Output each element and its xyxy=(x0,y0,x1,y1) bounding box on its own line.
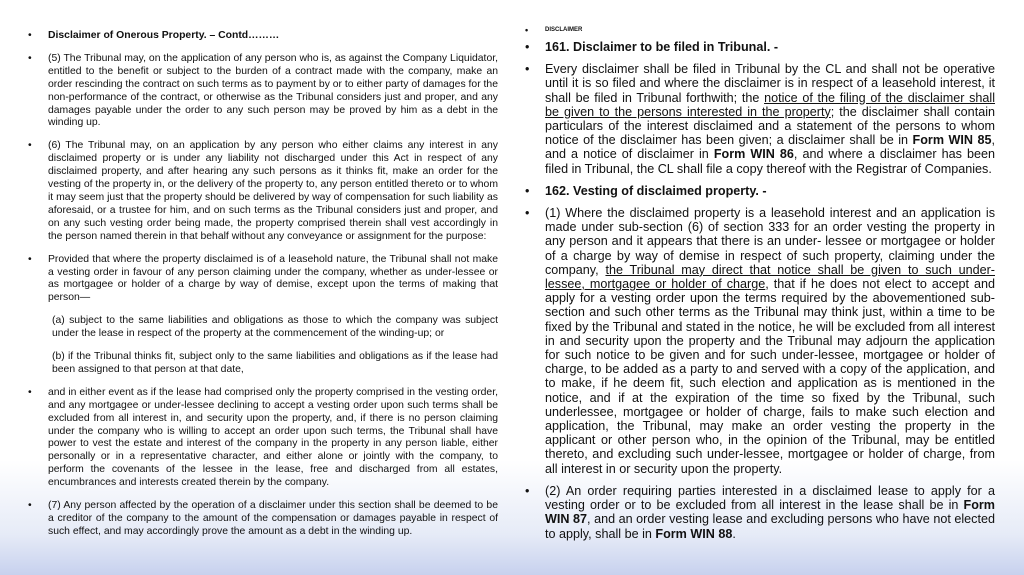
s162-text-b: , that if he does not elect to accept and apply for a vesting order upon the terms required by the abovementioned sub-section and such other terms as the Tribunal may think just, within a time to be fixed by the Tribunal and stated in the notice, he will be excluded from all interest in and security upon the property and the Tribunal may adjourn the application for such notice to be given and for such under-lessee, mortgagee or holder of charge, to be added as a party to and served with a copy of the application, and to make, if he deem fit, such election and application as is mentioned in the notice, and if at the expiration of the time so fixed by the Tribunal, such underlessee, mortgagee or holder of charge, fails to make such election and application, the Tribunal, may make an order vesting the property in the applicant or other person who, in the opinion of the Tribunal, may be entitled thereto, and excluding such under-lessee, mortgagee or holder of charge, from all interest in or security upon the property. xyxy=(545,277,995,476)
s162-2-text-a: (2) An order requiring parties interested in a disclaimed lease to apply for a vesting order or to be excluded from all interest in the lease shall be in xyxy=(545,483,995,513)
left-bullet-list-2 xyxy=(28,387,498,539)
s162-text-a: (1) Where the disclaimed property is a leasehold interest and an application is made under sub-section (6) of section 333 for an order vesting the property in any person and it appears that there is an under- lessee or mortgagee or holder of a charge by way of demise in respect of such property, claiming under the company, xyxy=(545,206,995,277)
right-column xyxy=(525,26,995,549)
section-161-heading xyxy=(525,40,995,54)
section-162-heading xyxy=(525,184,995,198)
form-win-85: Form WIN 85 xyxy=(912,133,992,148)
section-161-title: 161. Disclaimer to be filed in Tribunal. - xyxy=(545,40,779,54)
either-event: • and in either event as if the lease had comprised only the property comprised in the vesting order, and any mortgagee or under-lessee declining to accept a vesting order upon such terms shall be excluded from all interest in, and security upon the property, and, if there is no person claiming under the company who is willing to accept an order upon such terms, the Tribunal shall have power to vest the estate and interest of the company in the property in any person liable, either personally or in a representative character, and either alone or jointly with the company, to perform the covenants of the lessee in the lease, free and discharged from all estates, encumbrances and interests created therein by the company. xyxy=(28,387,498,490)
clause-5: • (5) The Tribunal may, on the application of any person who is, as against the Company Liquidator, entitled to the benefit or subject to the burden of a contract made with the company, make an order rescinding the contract on such terms as to payment by or to either party of damages for the non-performance of the contract, or otherwise as the Tribunal considers just and proper, and any damages payable under the order to any such person may be proved by him as a debt in the winding up. xyxy=(28,53,498,130)
left-bullet-list xyxy=(28,30,498,305)
s161-text-b: ; the disclaimer shall contain particulars of the interest disclaimed and a statement of the persons to whom notice of the disclaimer has been given; a disclaimer shall be in xyxy=(545,104,995,148)
s162-2-text-b: , and an order vesting lease and excluding persons who have not elected to apply, shall be in xyxy=(545,512,995,541)
left-column xyxy=(28,30,498,549)
left-heading-text: Disclaimer of Onerous Property. – Contd……… xyxy=(48,30,280,41)
s161-underlined: notice of the filing of the disclaimer shall be given to the persons interested in the property xyxy=(545,90,996,119)
form-win-86: Form WIN 86 xyxy=(713,147,794,162)
section-162-body-2 xyxy=(525,484,995,541)
s161-text-d: , and where a disclaimer has been filed in Tribunal, the CL shall file a copy thereof with the Registrar of Companies. xyxy=(545,147,995,176)
section-162-title: 162. Vesting of disclaimed property. - xyxy=(545,183,767,198)
s162-underlined: the Tribunal may direct that notice shall be given to such under-lessee, mortgagee or holder of charge xyxy=(545,262,995,292)
s162-2-text-c: . xyxy=(732,526,736,541)
clause-6: • (6) The Tribunal may, on an application by any person who either claims any interest in any disclaimed property or is under any liability not discharged under this Act in respect of any disclaimed property, and after hearing any such persons as it thinks fit, make an order for the vesting of the property in, or the delivery of the property to, any person entitled thereto or to whom it may seem just that the property should be delivered by way of compensation for such liability as aforesaid, or a trustee for him, and on such terms as the Tribunal considers just and proper, and on any such vesting order being made, the property comprised therein shall vest accordingly in the person named therein in that behalf without any conveyance or assignment for the purpose: xyxy=(28,140,498,243)
sub-clause-a: (a) subject to the same liabilities and obligations as those to which the company was subject under the lease in respect of the property at the commencement of the winding-up; or xyxy=(52,315,498,340)
s161-text-c: , and a notice of disclaimer in xyxy=(545,133,995,162)
disclaimer-tag: • DISCLAIMER xyxy=(525,26,995,34)
left-heading xyxy=(28,30,498,43)
sub-clause-b: (b) if the Tribunal thinks fit, subject only to the same liabilities and obligations as if the lease had been assigned to that person at that date, xyxy=(52,351,498,375)
proviso: • Provided that where the property disclaimed is of a leasehold nature, the Tribunal shall not make a vesting order in favour of any person claiming under the company, whether as under-lessee or as mortgagee or holder of a charge by way of demise, except upon the terms of making that person— xyxy=(28,254,498,306)
right-bullet-list xyxy=(525,26,995,541)
clause-7: • (7) Any person affected by the operation of a disclaimer under this section shall be deemed to be a creditor of the company to the amount of the compensation or damages payable in respect of such effect, and may accordingly prove the amount as a debt in the winding up. xyxy=(28,500,498,539)
s161-text-a: Every disclaimer shall be filed in Tribunal by the CL and shall not be operative until it is so filed and where the disclaimer is in respect of a leasehold interest, it shall be filed in Tribunal forthwith; the xyxy=(545,62,995,105)
form-win-87: Form WIN 87 xyxy=(545,498,995,527)
form-win-88: Form WIN 88 xyxy=(655,526,733,541)
section-161-body xyxy=(525,62,995,176)
section-162-body-1 xyxy=(525,206,995,476)
